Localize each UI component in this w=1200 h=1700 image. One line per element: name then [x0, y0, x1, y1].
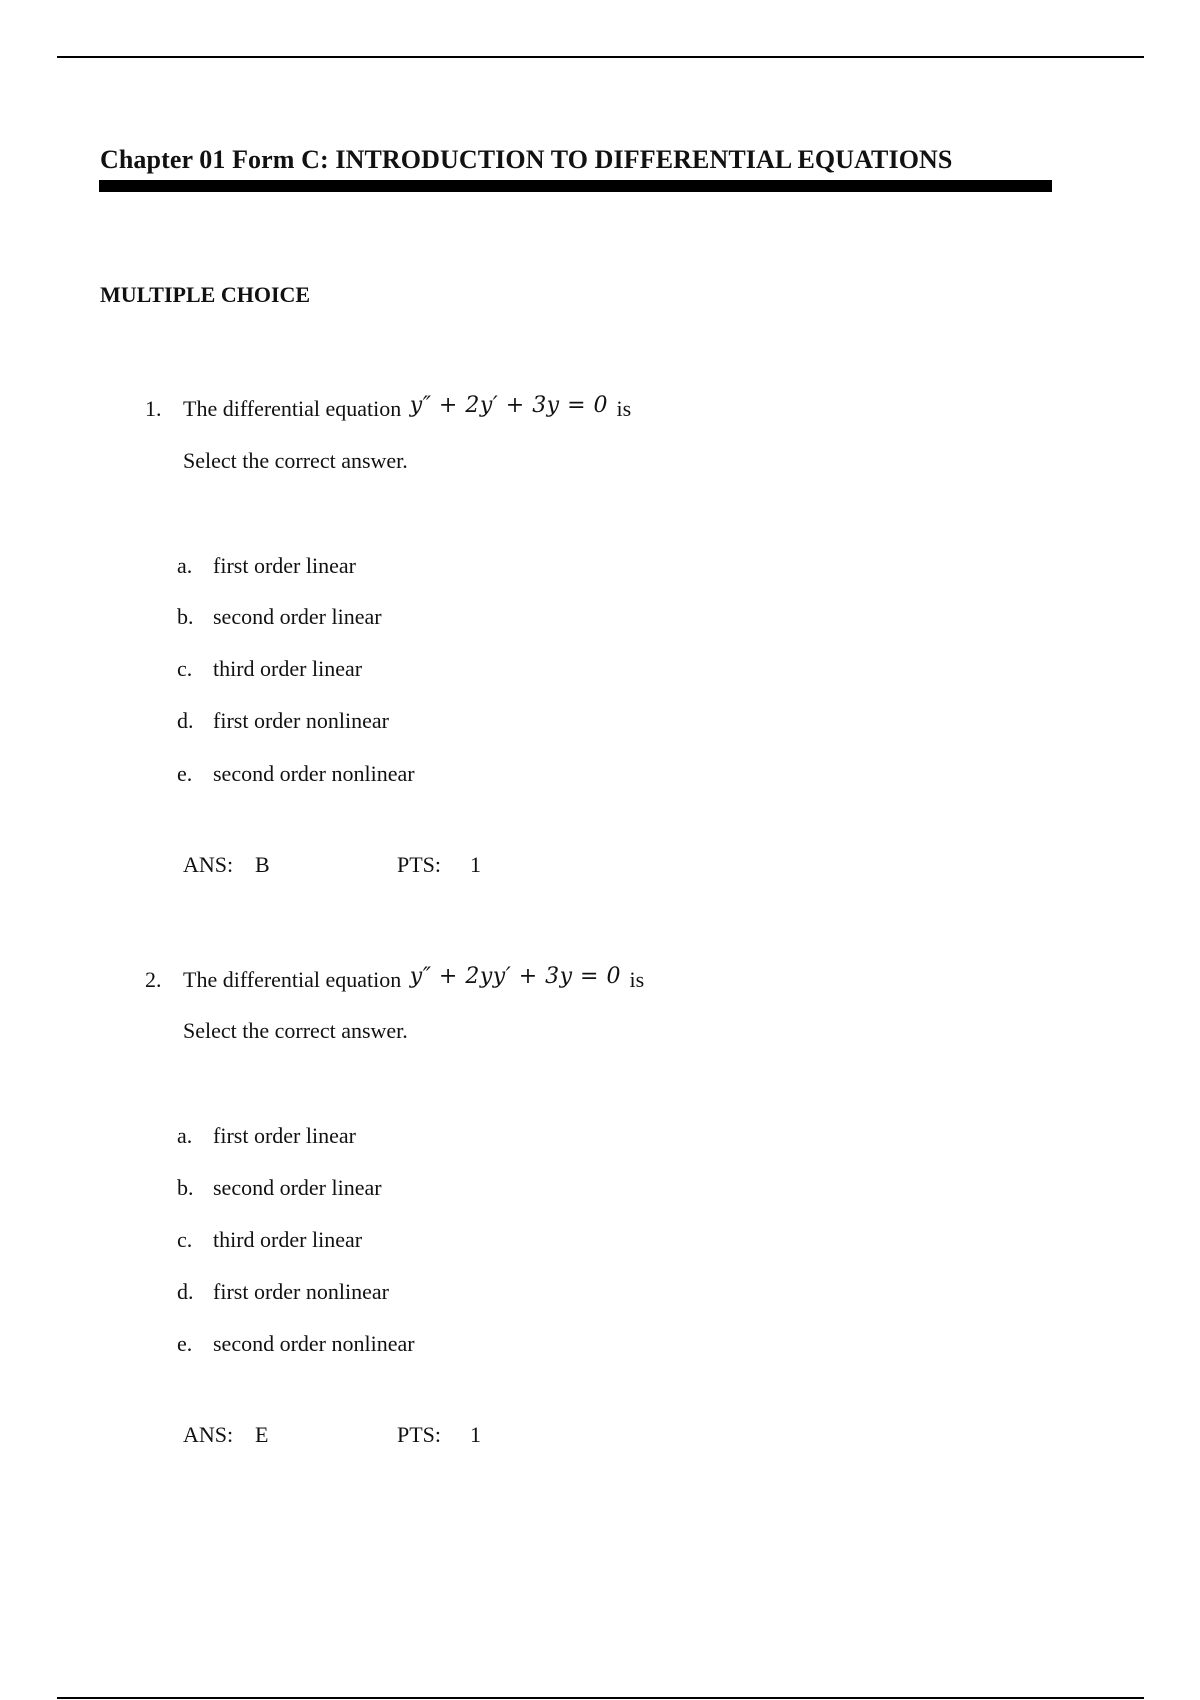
- answer-label: ANS:: [183, 852, 234, 877]
- bottom-rule: [57, 1697, 1144, 1699]
- choice-a: [0, 553, 600, 583]
- question-equation: y″ + 2yy′ + 3y = 0: [409, 964, 621, 989]
- choice-letter: b.: [177, 604, 194, 629]
- choice-text: first order linear: [213, 1123, 356, 1148]
- choice-letter: e.: [177, 1331, 193, 1356]
- question-number: 2.: [145, 967, 162, 992]
- question-equation: y″ + 2y′ + 3y = 0: [409, 393, 609, 418]
- question-prefix: The differential equation: [183, 967, 402, 992]
- chapter-title: Chapter 01 Form C: INTRODUCTION TO DIFFERENTIAL EQUATIONS: [100, 145, 953, 174]
- question-instruction: Select the correct answer.: [183, 448, 408, 473]
- question-stem: [183, 393, 632, 422]
- choice-text: third order linear: [213, 656, 363, 681]
- top-rule: [57, 56, 1144, 58]
- points-value: 1: [470, 1422, 481, 1447]
- choice-text: second order nonlinear: [213, 1331, 415, 1356]
- section-heading: MULTIPLE CHOICE: [100, 282, 311, 307]
- choice-letter: a.: [177, 553, 193, 578]
- choice-a: [0, 1123, 600, 1153]
- choice-b: [0, 604, 600, 634]
- choice-c: [0, 1227, 600, 1257]
- choice-letter: c.: [177, 1227, 193, 1252]
- answer-label: ANS:: [183, 1422, 234, 1447]
- choice-letter: d.: [177, 708, 194, 733]
- answer-value: B: [255, 852, 270, 877]
- points-label: PTS:: [397, 1422, 442, 1447]
- choice-letter: d.: [177, 1279, 194, 1304]
- choice-text: third order linear: [213, 1227, 363, 1252]
- choice-c: [0, 656, 600, 686]
- choice-text: first order nonlinear: [213, 708, 389, 733]
- choice-e: [0, 761, 600, 791]
- choice-text: second order linear: [213, 604, 382, 629]
- choice-text: first order nonlinear: [213, 1279, 389, 1304]
- choice-text: second order linear: [213, 1175, 382, 1200]
- choice-b: [0, 1175, 600, 1205]
- points-label: PTS:: [397, 852, 442, 877]
- question-number: 1.: [145, 396, 162, 421]
- title-underline-bar: [99, 180, 1052, 192]
- choice-text: second order nonlinear: [213, 761, 415, 786]
- question-suffix: is: [629, 967, 645, 992]
- points-value: 1: [470, 852, 481, 877]
- question-instruction: Select the correct answer.: [183, 1018, 408, 1043]
- choice-letter: a.: [177, 1123, 193, 1148]
- choice-e: [0, 1331, 600, 1361]
- choice-d: [0, 1279, 600, 1309]
- question-stem: [183, 964, 645, 993]
- choice-letter: c.: [177, 656, 193, 681]
- answer-value: E: [255, 1422, 269, 1447]
- choice-d: [0, 708, 600, 738]
- choice-letter: b.: [177, 1175, 194, 1200]
- choice-letter: e.: [177, 761, 193, 786]
- question-prefix: The differential equation: [183, 396, 402, 421]
- choice-text: first order linear: [213, 553, 356, 578]
- question-suffix: is: [616, 396, 632, 421]
